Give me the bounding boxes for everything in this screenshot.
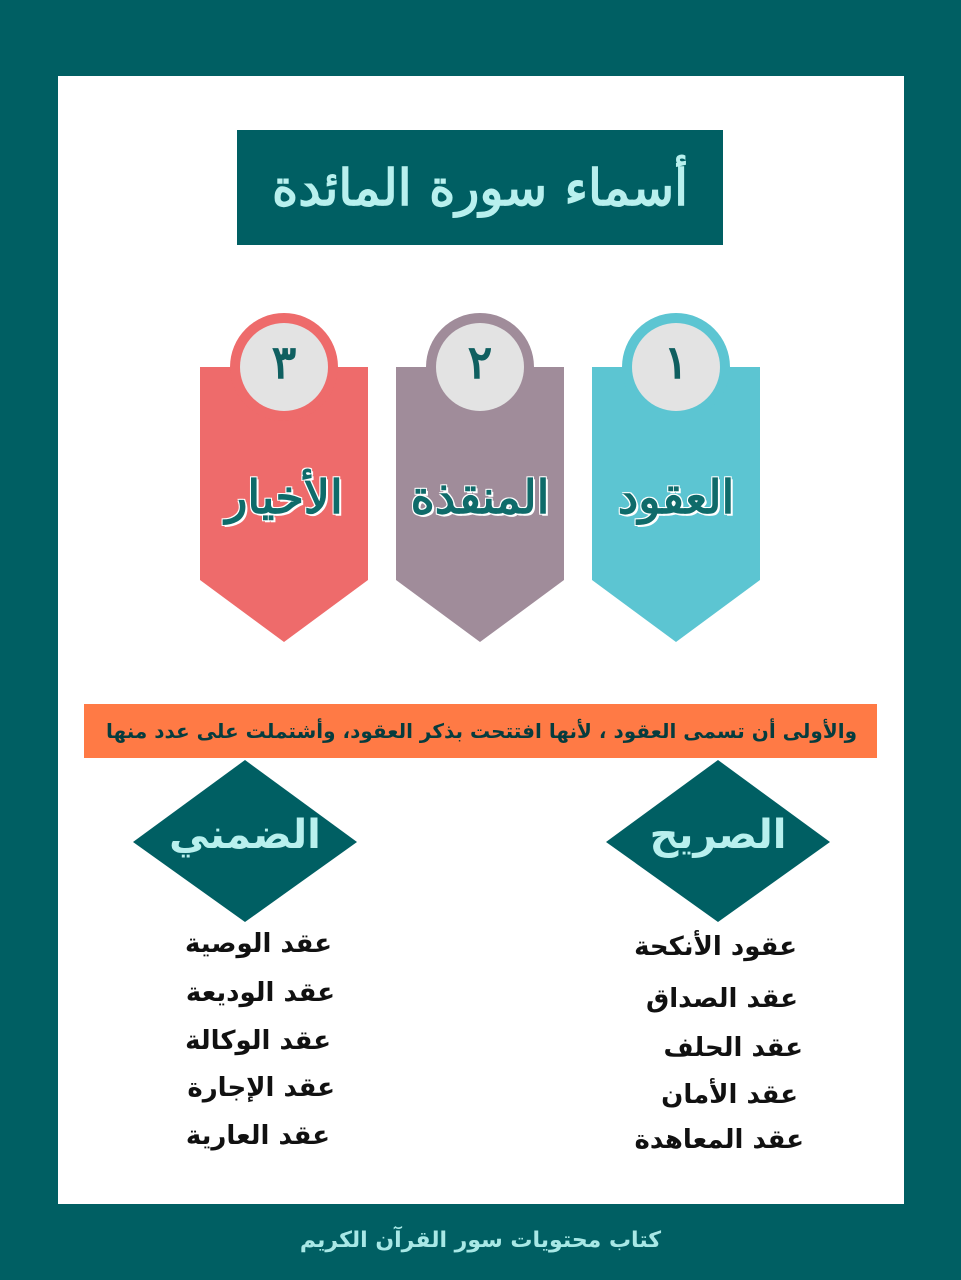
list-item: عقد العارية: [185, 1121, 330, 1151]
banner-1-number: ١: [663, 335, 689, 389]
list-item: عقد الوديعة: [185, 978, 335, 1008]
banner-1-label: العقود: [617, 470, 735, 524]
list-item: عقد الإجارة: [187, 1073, 335, 1103]
list-item: عقد الأمان: [661, 1080, 798, 1110]
banner-3-label: الأخيار: [225, 470, 343, 524]
footer-caption: كتاب محتويات سور القرآن الكريم: [299, 1228, 662, 1253]
list-item: عقد الصداق: [645, 984, 798, 1014]
banner-2-label: المنقذة: [410, 470, 550, 524]
list-item: عقد الحلف: [663, 1033, 803, 1063]
list-item: عقود الأنكحة: [634, 932, 797, 962]
list-item: عقد الوصية: [184, 929, 332, 959]
note-text: والأولى أن تسمى العقود ، لأنها افتتحت بذكر العقود، وأشتملت على عدد منها: [105, 719, 857, 743]
banner-2-number: ٢: [467, 335, 493, 389]
list-item: عقد الوكالة: [185, 1026, 331, 1056]
implicit-label: الضمني: [169, 812, 321, 858]
banner-3-number: ٣: [271, 335, 297, 389]
explicit-label: الصريح: [649, 812, 787, 858]
list-item: عقد المعاهدة: [634, 1125, 804, 1155]
note-strip: [84, 704, 877, 758]
page-title: أسماء سورة المائدة: [237, 130, 723, 245]
